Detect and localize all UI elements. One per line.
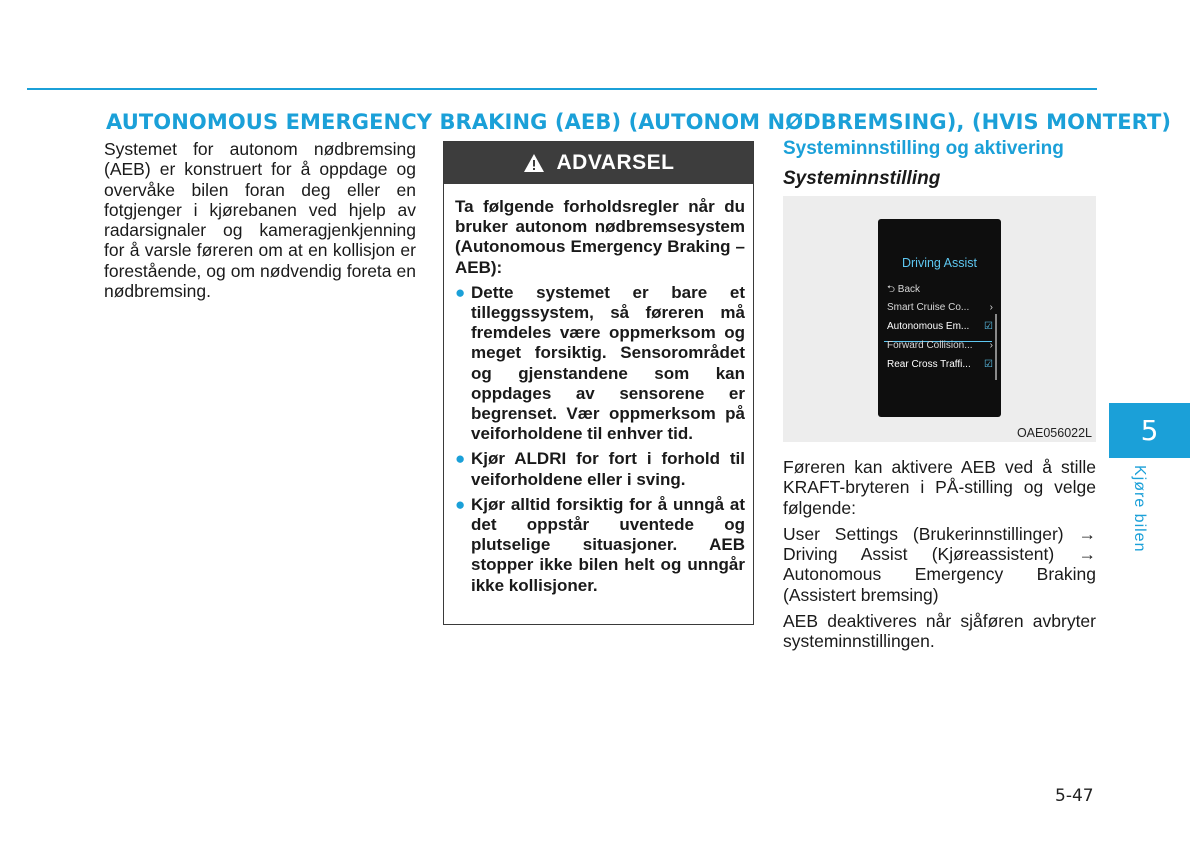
- settings-path: User Settings (Brukerinnstillinger) → Driving Assist (Kjøreassistent) → Autonomous Emergency Braking (Assistert bremsing): [783, 523, 1096, 605]
- screen-menu-item: Smart Cruise Co... ›: [887, 302, 993, 313]
- screen-menu-item: Rear Cross Traffi... ☑: [887, 359, 993, 370]
- bullet-icon: ●: [455, 449, 466, 469]
- screen-title: Driving Assist: [901, 256, 978, 270]
- back-label: Back: [897, 284, 921, 295]
- chevron-right-icon: ›: [989, 340, 993, 351]
- back-arrow-icon: ⮌: [887, 284, 896, 295]
- chevron-right-icon: ›: [989, 302, 993, 313]
- checkbox-checked-icon: ☑: [984, 359, 993, 370]
- screen-back-row: [887, 282, 993, 299]
- screen-menu-item: Forward Collision... ›: [887, 340, 993, 351]
- intro-paragraph: Systemet for autonom nødbremsing (AEB) er konstruert for å oppdage og overvåke bilen foran deg eller en fotgjenger i kjørebanen ved hjelp av radarsignaler og kameragjenkjenning for å varsle føreren om at en kollisjon er forestående, og om nødvendig foreta en nødbremsing.: [104, 139, 416, 302]
- warning-item: ● Kjør alltid forsiktig for å unngå at det oppstår uventede og plutselige situasjoner. AEB stopper ikke bilen helt og unngår ikke kollisjoner.: [455, 494, 745, 595]
- warning-header: [444, 142, 753, 184]
- cluster-figure: [783, 196, 1096, 442]
- settings-subheading: Systeminnstilling: [783, 168, 941, 189]
- bullet-icon: ●: [455, 282, 466, 302]
- chapter-number-tab: 5: [1109, 403, 1190, 458]
- chapter-label: Kjøre bilen: [1131, 465, 1148, 553]
- settings-paragraph: Føreren kan aktivere AEB ved å stille KRAFT-bryteren i PÅ-stilling og velge følgende:: [783, 457, 1096, 518]
- screen-scrollbar: [995, 314, 997, 380]
- settings-heading: Systeminnstilling og aktivering: [783, 138, 1064, 159]
- page-number: 5-47: [1055, 786, 1094, 806]
- warning-list: [455, 283, 745, 596]
- warning-box: [443, 141, 754, 625]
- figure-code: OAE056022L: [1016, 426, 1092, 440]
- cluster-screen: [878, 219, 1001, 417]
- screen-menu-item-selected: Autonomous Em... ☑: [887, 321, 993, 332]
- top-rule: [27, 88, 1097, 90]
- settings-text: [783, 457, 1096, 658]
- warning-title: ADVARSEL: [556, 151, 675, 174]
- section-title: AUTONOMOUS EMERGENCY BRAKING (AEB) (AUTONOM NØDBREMSING), (HVIS MONTERT): [106, 110, 1172, 134]
- checkbox-checked-icon: ☑: [984, 321, 993, 332]
- settings-paragraph: AEB deaktiveres når sjåføren avbryter systeminnstillingen.: [783, 611, 1096, 652]
- bullet-icon: ●: [455, 494, 466, 514]
- warning-item: ● Dette systemet er bare et tilleggssystem, så føreren må fremdeles være oppmerksom og meget forsiktig. Sensorområdet og gjenstandene som kan oppdages av sensorene er begrenset. Vær oppmerksom på veiforholdene til enhver tid.: [455, 282, 745, 444]
- warning-item: ● Kjør ALDRI for fort i forhold til veiforholdene eller i sving.: [455, 449, 745, 489]
- warning-intro: Ta følgende forholdsregler når du bruker autonom nødbremsesystem (Autonomous Emergency Braking – AEB):: [455, 197, 745, 277]
- warning-triangle-icon: [523, 153, 545, 173]
- warning-body: [444, 184, 753, 596]
- right-column-headings: [783, 137, 1096, 191]
